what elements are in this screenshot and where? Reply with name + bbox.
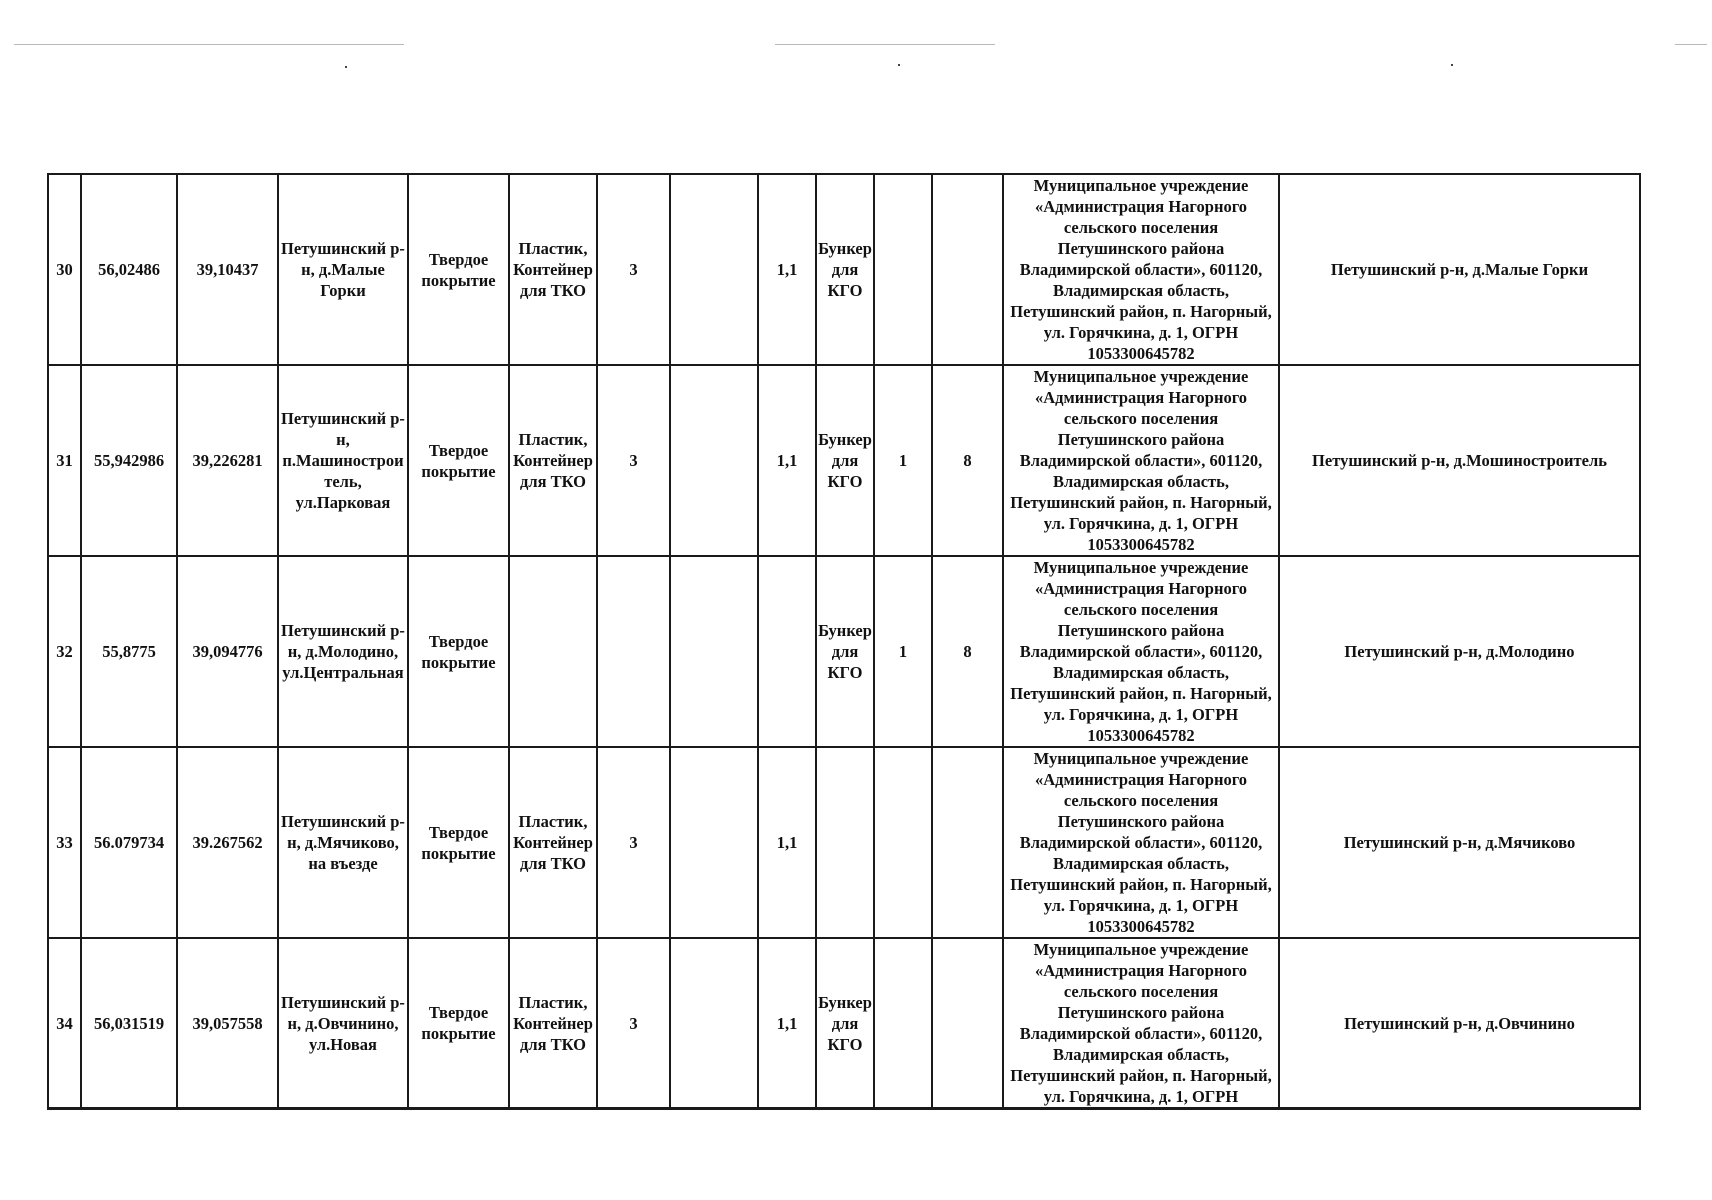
table-row [48,174,1640,365]
owner-line: «Администрация Нагорного [1034,197,1248,216]
address-cell: Петушинский р-н, д.Мячиково, на въезде [278,747,408,938]
served-area-cell: Петушинский р-н, д.Мошиностроитель [1279,365,1640,556]
container-count-cell [597,556,670,747]
owner-line: Владимирской области», 601120, [1019,642,1263,661]
served-area-cell: Петушинский р-н, д.Овчинино [1279,938,1640,1109]
row-number-cell: 32 [48,556,81,747]
owner-line: ул. Горячкина, д. 1, ОГРН [1043,896,1239,915]
scan-artifact-dot [898,64,900,66]
bunker-type-cell: Бункер для КГО [816,365,874,556]
bunker-volume-cell: 8 [932,556,1003,747]
owner-line: Петушинский район, п. Нагорный, [1010,1066,1272,1085]
owner-line: Петушинский район, п. Нагорный, [1010,493,1272,512]
owner-line: Петушинского района [1057,239,1225,258]
scan-artifact-line [1675,44,1707,45]
latitude-cell: 55,8775 [81,556,177,747]
bunker-type-cell: Бункер для КГО [816,938,874,1109]
owner-line: Владимирской области», 601120, [1019,260,1263,279]
owner-line: Владимирской области», 601120, [1019,451,1263,470]
bunker-count-cell [874,747,932,938]
surface-cell: Твердое покрытие [408,556,509,747]
owner-line: сельского поселения [1063,982,1219,1001]
table-row [48,747,1640,938]
bunker-type-cell: Бункер для КГО [816,556,874,747]
owner-line: Петушинского района [1057,1003,1225,1022]
owner-cell [1003,938,1279,1109]
row-number-cell: 34 [48,938,81,1109]
address-cell: Петушинский р-н, д.Молодино, ул.Центральная [278,556,408,747]
latitude-cell: 55,942986 [81,365,177,556]
owner-line: ул. Горячкина, д. 1, ОГРН [1043,323,1239,342]
owner-line: Муниципальное учреждение [1033,176,1249,195]
address-cell: Петушинский р-н, д.Овчинино, ул.Новая [278,938,408,1109]
container-volume-cell: 1,1 [758,365,816,556]
empty-cell [670,365,758,556]
container-volume-cell: 1,1 [758,174,816,365]
served-area-cell: Петушинский р-н, д.Малые Горки [1279,174,1640,365]
container-volume-cell [758,556,816,747]
owner-line: ул. Горячкина, д. 1, ОГРН [1043,514,1239,533]
owner-line: Муниципальное учреждение [1033,367,1249,386]
container-type-cell [509,556,597,747]
table-body [48,174,1640,1109]
surface-cell: Твердое покрытие [408,174,509,365]
table-row [48,556,1640,747]
owner-line: 1053300645782 [1087,726,1195,745]
waste-sites-table [47,173,1641,1110]
owner-line: сельского поселения [1063,218,1219,237]
owner-cell [1003,747,1279,938]
scan-artifact-dot [345,66,347,68]
owner-line: 1053300645782 [1087,535,1195,554]
bunker-volume-cell [932,174,1003,365]
empty-cell [670,747,758,938]
empty-cell [670,174,758,365]
container-type-cell: Пластик, Контейнер для ТКО [509,365,597,556]
bunker-count-cell: 1 [874,556,932,747]
scan-artifact-dot [1451,64,1453,66]
bunker-count-cell [874,174,932,365]
table-row [48,365,1640,556]
owner-line: «Администрация Нагорного [1034,388,1248,407]
owner-cell [1003,556,1279,747]
scan-artifact-line [775,44,995,45]
empty-cell [670,556,758,747]
scan-artifact-line [14,44,404,45]
container-count-cell: 3 [597,174,670,365]
owner-cell [1003,174,1279,365]
container-type-cell: Пластик, Контейнер для ТКО [509,174,597,365]
owner-line: сельского поселения [1063,409,1219,428]
owner-line: Петушинский район, п. Нагорный, [1010,302,1272,321]
owner-line: ул. Горячкина, д. 1, ОГРН [1043,1087,1239,1106]
container-volume-cell: 1,1 [758,747,816,938]
owner-line: 1053300645782 [1087,344,1195,363]
owner-line: Муниципальное учреждение [1033,558,1249,577]
bunker-type-cell: Бункер для КГО [816,174,874,365]
owner-line: «Администрация Нагорного [1034,961,1248,980]
owner-cell [1003,365,1279,556]
bunker-volume-cell [932,747,1003,938]
owner-line: Владимирской области», 601120, [1019,1024,1263,1043]
owner-line: Петушинского района [1057,621,1225,640]
container-volume-cell: 1,1 [758,938,816,1109]
owner-line: Владимирская область, [1052,1045,1230,1064]
owner-line: Владимирская область, [1052,663,1230,682]
container-type-cell: Пластик, Контейнер для ТКО [509,938,597,1109]
owner-line: 1053300645782 [1087,917,1195,936]
longitude-cell: 39,10437 [177,174,278,365]
owner-line: «Администрация Нагорного [1034,770,1248,789]
owner-line: Петушинского района [1057,812,1225,831]
owner-line: Муниципальное учреждение [1033,940,1249,959]
bunker-count-cell [874,938,932,1109]
address-cell: Петушинский р-н, д.Малые Горки [278,174,408,365]
owner-line: Владимирская область, [1052,281,1230,300]
empty-cell [670,938,758,1109]
address-cell: Петушинский р-н, п.Машиностроитель, ул.Парковая [278,365,408,556]
latitude-cell: 56,031519 [81,938,177,1109]
owner-line: Владимирская область, [1052,472,1230,491]
row-number-cell: 30 [48,174,81,365]
row-number-cell: 31 [48,365,81,556]
served-area-cell: Петушинский р-н, д.Молодино [1279,556,1640,747]
container-count-cell: 3 [597,365,670,556]
served-area-cell: Петушинский р-н, д.Мячиково [1279,747,1640,938]
owner-line: «Администрация Нагорного [1034,579,1248,598]
longitude-cell: 39,057558 [177,938,278,1109]
longitude-cell: 39,094776 [177,556,278,747]
owner-line: Владимирская область, [1052,854,1230,873]
bunker-volume-cell [932,938,1003,1109]
latitude-cell: 56,02486 [81,174,177,365]
table-row [48,938,1640,1109]
container-type-cell: Пластик, Контейнер для ТКО [509,747,597,938]
bunker-volume-cell: 8 [932,365,1003,556]
longitude-cell: 39,226281 [177,365,278,556]
owner-line: Петушинский район, п. Нагорный, [1010,684,1272,703]
row-number-cell: 33 [48,747,81,938]
container-count-cell: 3 [597,747,670,938]
bunker-count-cell: 1 [874,365,932,556]
owner-line: Владимирской области», 601120, [1019,833,1263,852]
owner-line: сельского поселения [1063,791,1219,810]
latitude-cell: 56.079734 [81,747,177,938]
owner-line: Муниципальное учреждение [1033,749,1249,768]
longitude-cell: 39.267562 [177,747,278,938]
owner-line: Петушинский район, п. Нагорный, [1010,875,1272,894]
owner-line: ул. Горячкина, д. 1, ОГРН [1043,705,1239,724]
owner-line: сельского поселения [1063,600,1219,619]
surface-cell: Твердое покрытие [408,938,509,1109]
surface-cell: Твердое покрытие [408,365,509,556]
surface-cell: Твердое покрытие [408,747,509,938]
bunker-type-cell [816,747,874,938]
owner-line: Петушинского района [1057,430,1225,449]
container-count-cell: 3 [597,938,670,1109]
